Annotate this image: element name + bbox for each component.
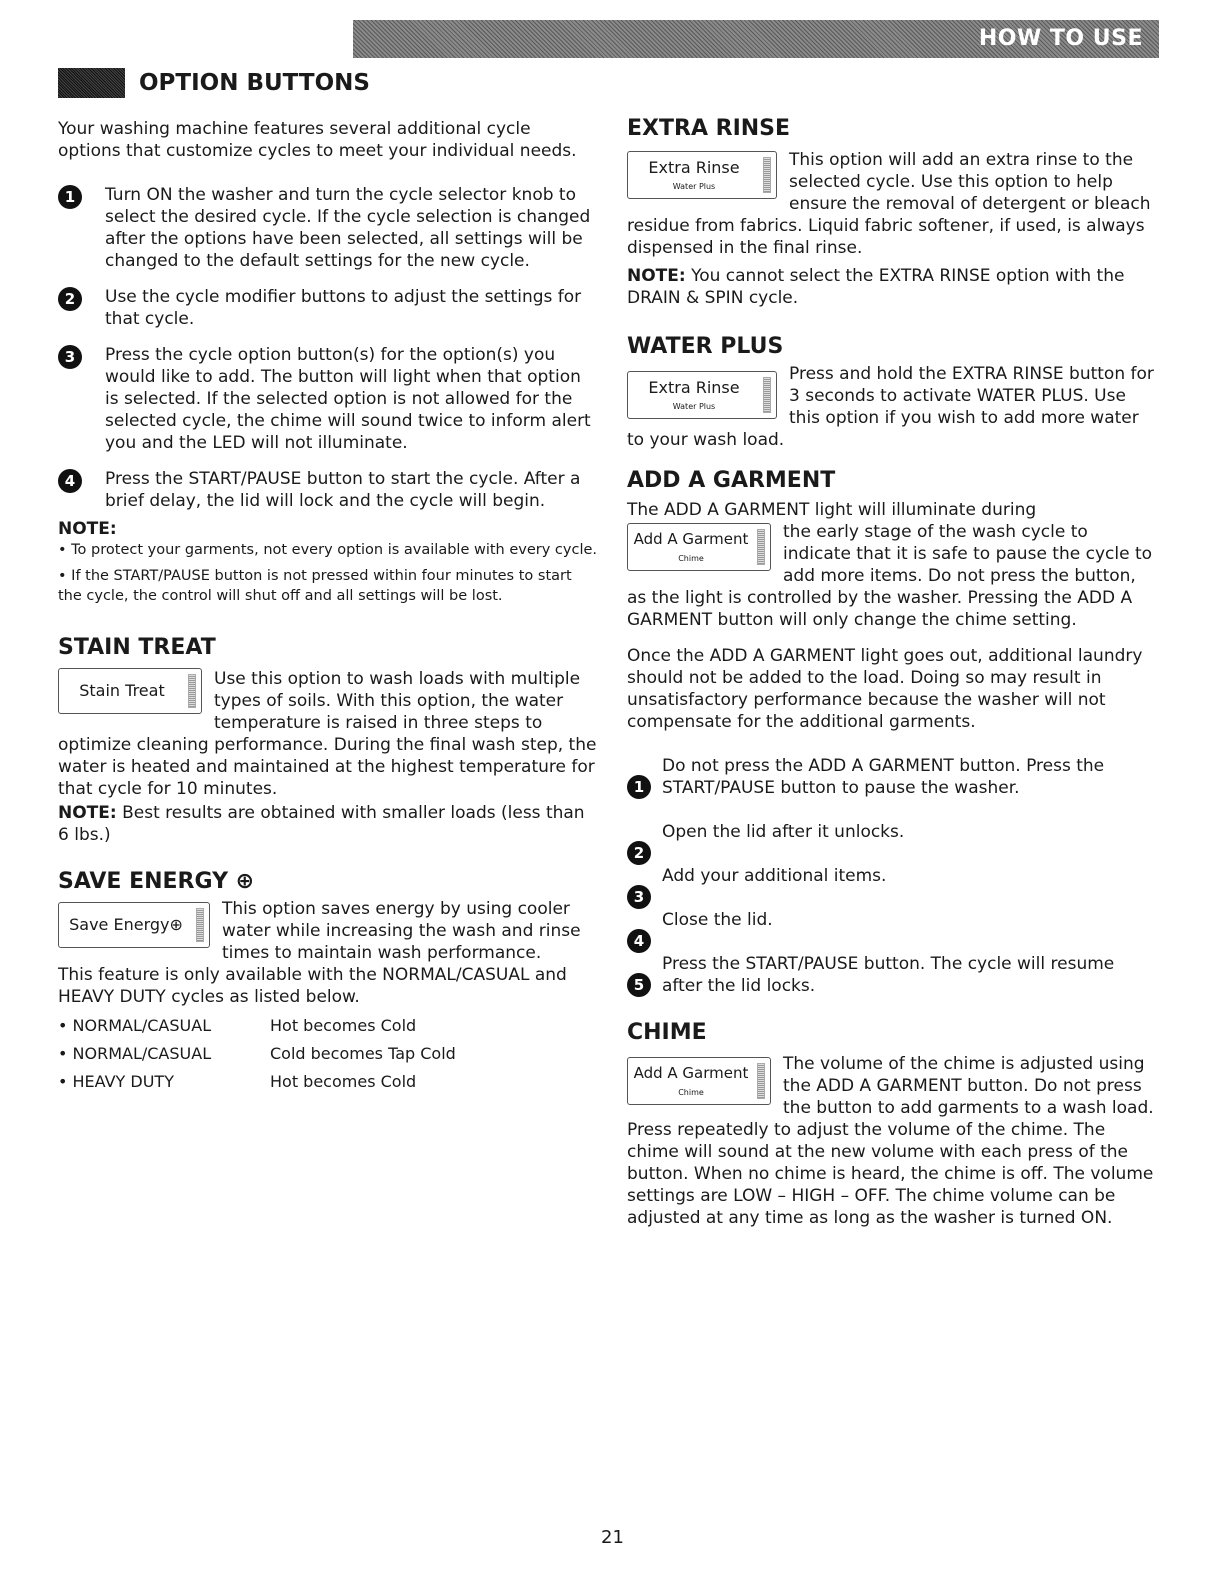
step-2 bbox=[58, 286, 598, 330]
header-banner-text: HOW TO USE bbox=[978, 26, 1143, 51]
step-number-icon: 1 bbox=[627, 775, 651, 799]
indicator-light-icon bbox=[763, 157, 771, 193]
step-number-icon: 1 bbox=[58, 185, 82, 209]
chime-title: CHIME bbox=[627, 1020, 707, 1045]
step-number-icon: 4 bbox=[58, 469, 82, 493]
save-energy-table bbox=[58, 1012, 598, 1096]
add-garment-button-sub: Chime bbox=[678, 554, 704, 563]
step-text: Close the lid. bbox=[662, 910, 773, 930]
step-number-icon: 5 bbox=[627, 973, 651, 997]
chime-section bbox=[627, 1053, 1157, 1229]
add-garment-section bbox=[627, 499, 1157, 997]
step-4 bbox=[58, 468, 598, 512]
option-buttons-heading bbox=[58, 66, 370, 100]
cycle-effect: Hot becomes Cold bbox=[270, 1016, 417, 1035]
extra-rinse-button-label: Extra Rinse bbox=[648, 158, 740, 177]
stain-treat-text: Use this option to wash loads with multiple types of soils. With this option, the water temperature is raised in three steps to optimize cleaning performance. During the final wash step, the water is heated and maintained at the highest temperature for that cycle for 10 minutes. bbox=[58, 669, 597, 799]
step-text: Turn ON the washer and turn the cycle selector knob to select the desired cycle. If the cycle selection is changed after the options have been selected, all settings will be changed to the default settings for the new cycle. bbox=[105, 185, 591, 271]
water-plus-button-label: Extra Rinse bbox=[648, 378, 740, 397]
add-garment-button-label: Add A Garment bbox=[633, 530, 749, 548]
save-energy-title: SAVE ENERGY ⊕ bbox=[58, 869, 255, 894]
water-plus-text: Press and hold the EXTRA RINSE button for 3 seconds to activate WATER PLUS. Use this option if you wish to add more water to your wash load. bbox=[627, 364, 1154, 450]
save-energy-button bbox=[58, 902, 210, 948]
water-plus-title: WATER PLUS bbox=[627, 334, 784, 359]
step-text: Add your additional items. bbox=[662, 866, 887, 886]
left-column bbox=[58, 118, 598, 1096]
heading-block-icon bbox=[58, 68, 125, 98]
step-text: Press the cycle option button(s) for the option(s) you would like to add. The button will light when that option is selected. If the selected option is not allowed for the selected cycle, the chime will sound twice to inform alert you and the LED will not illuminate. bbox=[105, 345, 591, 453]
note-item: • If the START/PAUSE button is not pressed within four minutes to start the cycle, the control will shut off and all settings will be lost. bbox=[58, 568, 572, 604]
add-garment-step-3 bbox=[627, 865, 1157, 909]
intro-text: Your washing machine features several additional cycle options that customize cycles to meet your individual needs. bbox=[58, 119, 577, 161]
step-text: Press the START/PAUSE button. The cycle will resume after the lid locks. bbox=[662, 954, 1115, 996]
step-number-icon: 4 bbox=[627, 929, 651, 953]
page-number: 21 bbox=[601, 1527, 624, 1548]
indicator-light-icon bbox=[763, 377, 771, 413]
extra-rinse-section bbox=[627, 149, 1157, 309]
table-row bbox=[58, 1068, 598, 1096]
indicator-light-icon bbox=[188, 674, 196, 708]
add-garment-text-2: Once the ADD A GARMENT light goes out, additional laundry should not be added to the load. Doing so may result in unsatisfactory performance because the washer will not compensate for the additional garments. bbox=[627, 646, 1143, 732]
stain-treat-button-label: Stain Treat bbox=[79, 681, 165, 700]
add-garment-step-5 bbox=[627, 953, 1157, 997]
stain-treat-note-label: NOTE: bbox=[58, 803, 117, 823]
cycle-name: • HEAVY DUTY bbox=[58, 1072, 174, 1091]
extra-rinse-note: You cannot select the EXTRA RINSE option with the DRAIN & SPIN cycle. bbox=[627, 266, 1125, 308]
option-buttons-title: OPTION BUTTONS bbox=[139, 70, 370, 96]
save-energy-text: This option saves energy by using cooler water while increasing the wash and rinse times to maintain wash performance. bbox=[222, 899, 581, 963]
chime-button bbox=[627, 1057, 771, 1105]
indicator-light-icon bbox=[757, 529, 765, 565]
save-energy-button-label: Save Energy⊕ bbox=[69, 915, 183, 934]
table-row bbox=[58, 1012, 598, 1040]
extra-rinse-text: This option will add an extra rinse to the selected cycle. Use this option to help ensure the removal of detergent or bleach residue from fabrics. Liquid fabric softener, if used, is always dispensed in the final rinse. bbox=[627, 150, 1151, 258]
cycle-effect: Cold becomes Tap Cold bbox=[270, 1044, 456, 1063]
stain-treat-section bbox=[58, 668, 598, 846]
chime-button-sub: Chime bbox=[678, 1088, 704, 1097]
add-garment-step-1 bbox=[627, 755, 1157, 799]
add-garment-text: the early stage of the wash cycle to indicate that it is safe to pause the cycle to add more items. Do not press the button, as the light is controlled by the washer. Pressing the ADD A GARMENT button will only change the chime setting. bbox=[627, 522, 1153, 630]
step-number-icon: 2 bbox=[58, 287, 82, 311]
stain-treat-note: Best results are obtained with smaller loads (less than 6 lbs.) bbox=[58, 803, 585, 845]
step-number-icon: 2 bbox=[627, 841, 651, 865]
water-plus-section bbox=[627, 363, 1157, 451]
note-label: NOTE: bbox=[58, 519, 117, 539]
extra-rinse-note-label: NOTE: bbox=[627, 266, 686, 286]
cycle-name: • NORMAL/CASUAL bbox=[58, 1016, 212, 1035]
extra-rinse-button-sub: Water Plus bbox=[672, 182, 716, 191]
step-1 bbox=[58, 184, 598, 272]
step-text: Do not press the ADD A GARMENT button. Press the START/PAUSE button to pause the washer. bbox=[662, 756, 1105, 798]
indicator-light-icon bbox=[757, 1063, 765, 1099]
step-number-icon: 3 bbox=[627, 885, 651, 909]
header-banner bbox=[353, 20, 1159, 58]
add-garment-step-2 bbox=[627, 821, 1157, 865]
step-text: Open the lid after it unlocks. bbox=[662, 822, 905, 842]
indicator-light-icon bbox=[196, 908, 204, 942]
water-plus-button bbox=[627, 371, 777, 419]
stain-treat-title: STAIN TREAT bbox=[58, 635, 216, 660]
step-number-icon: 3 bbox=[58, 345, 82, 369]
stain-treat-button bbox=[58, 668, 202, 714]
save-energy-text-2: This feature is only available with the NORMAL/CASUAL and HEAVY DUTY cycles as listed below. bbox=[58, 965, 567, 1007]
add-garment-title: ADD A GARMENT bbox=[627, 468, 836, 493]
water-plus-button-sub: Water Plus bbox=[672, 402, 716, 411]
add-garment-lead: The ADD A GARMENT light will illuminate during bbox=[627, 500, 1037, 520]
note-item: • To protect your garments, not every option is available with every cycle. bbox=[58, 542, 597, 558]
chime-text: The volume of the chime is adjusted using the ADD A GARMENT button. Do not press the button to add garments to a wash load. Press repeatedly to adjust the volume of the chime. The chime will sound at the new volume with each press of the button. When no chime is heard, the chime is off. The volume settings are LOW – HIGH – OFF. The chime volume can be adjusted at any time as long as the washer is turned ON. bbox=[627, 1054, 1154, 1228]
step-text: Use the cycle modifier buttons to adjust the settings for that cycle. bbox=[105, 287, 582, 329]
save-energy-section bbox=[58, 898, 598, 1096]
chime-button-label: Add A Garment bbox=[633, 1064, 749, 1082]
right-column bbox=[627, 115, 1157, 1229]
step-text: Press the START/PAUSE button to start the cycle. After a brief delay, the lid will lock and the cycle will begin. bbox=[105, 469, 581, 511]
add-garment-step-4 bbox=[627, 909, 1157, 953]
table-row bbox=[58, 1040, 598, 1068]
cycle-effect: Hot becomes Cold bbox=[270, 1072, 417, 1091]
step-3 bbox=[58, 344, 598, 454]
cycle-name: • NORMAL/CASUAL bbox=[58, 1044, 212, 1063]
extra-rinse-title: EXTRA RINSE bbox=[627, 116, 791, 141]
extra-rinse-button bbox=[627, 151, 777, 199]
add-garment-button bbox=[627, 523, 771, 571]
